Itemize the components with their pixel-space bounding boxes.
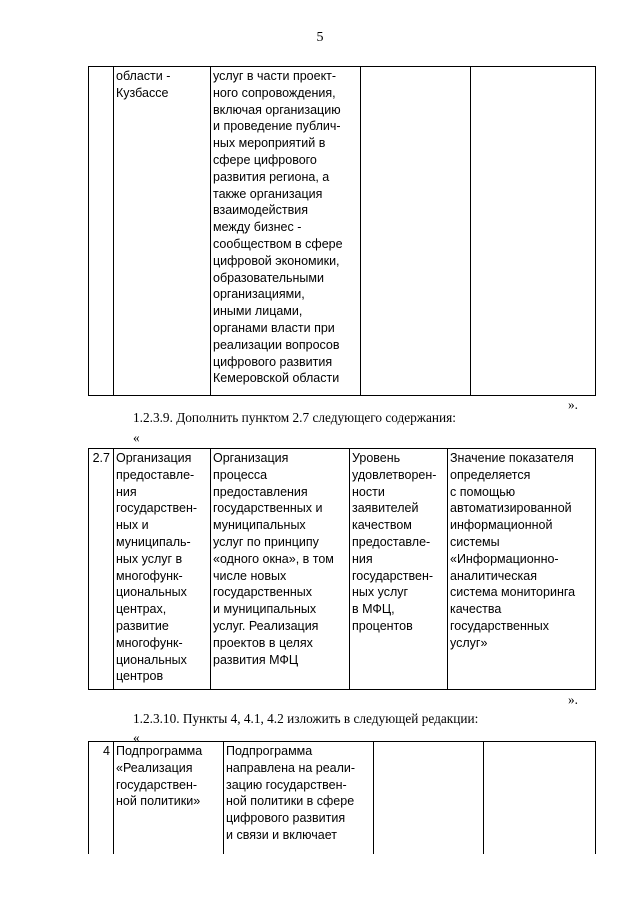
opening-quote: « <box>133 430 140 445</box>
method-cell: Значение показателя определяется с помощью автоматизированной информационной системы «Информационно- аналитическая система мониторинга качества государственных услуг» <box>448 449 596 690</box>
method-cell <box>484 742 596 854</box>
name-cell: Подпрограмма «Реализация государствен- ной политики» <box>114 742 224 854</box>
paragraph-1-2-3-10: 1.2.3.10. Пункты 4, 4.1, 4.2 изложить в следующей редакции: <box>133 711 479 726</box>
number-cell: 4 <box>89 742 114 854</box>
table-row <box>89 742 596 854</box>
table-item-4 <box>88 741 596 854</box>
description-cell: Организация процесса предоставления государственных и муниципальных услуг по принципу «одного окна», в том числе новых государственных и муниципальных услуг. Реализация проектов в целях развития МФЦ <box>211 449 350 690</box>
indicator-cell <box>361 67 471 396</box>
number-cell: 2.7 <box>89 449 114 690</box>
name-cell: Организация предоставле- ния государствен- ных и муниципаль- ных услуг в многофунк- циональных центрах, развитие многофунк- циональных центров <box>114 449 211 690</box>
indicator-cell <box>374 742 484 854</box>
table-item-2-7 <box>88 448 596 690</box>
name-cell: области - Кузбассе <box>114 67 211 396</box>
method-cell <box>471 67 596 396</box>
description-cell: Подпрограмма направлена на реали- зацию государствен- ной политики в сфере цифрового развития и связи и включает <box>224 742 374 854</box>
indicator-cell: Уровень удовлетворен- ности заявителей качеством предоставле- ния государствен- ных услуг в МФЦ, процентов <box>350 449 448 690</box>
table-row <box>89 449 596 690</box>
description-cell: услуг в части проект- ного сопровождения, включая организацию и проведение публич- ных мероприятий в сфере цифрового развития региона, а также организация взаимодействия между бизнес - сообществом в сфере цифровой экономики, образовательными организациями, иными лицами, органами власти при реализации вопросов цифрового развития Кемеровской области <box>211 67 361 396</box>
table-continuation <box>88 66 596 396</box>
table-row <box>89 67 596 396</box>
paragraph-1-2-3-9: 1.2.3.9. Дополнить пунктом 2.7 следующего содержания: <box>133 410 456 425</box>
closing-quote: ». <box>568 692 578 707</box>
number-cell <box>89 67 114 396</box>
page-number: 5 <box>316 30 324 45</box>
opening-quote: « <box>133 730 140 745</box>
closing-quote: ». <box>568 397 578 412</box>
